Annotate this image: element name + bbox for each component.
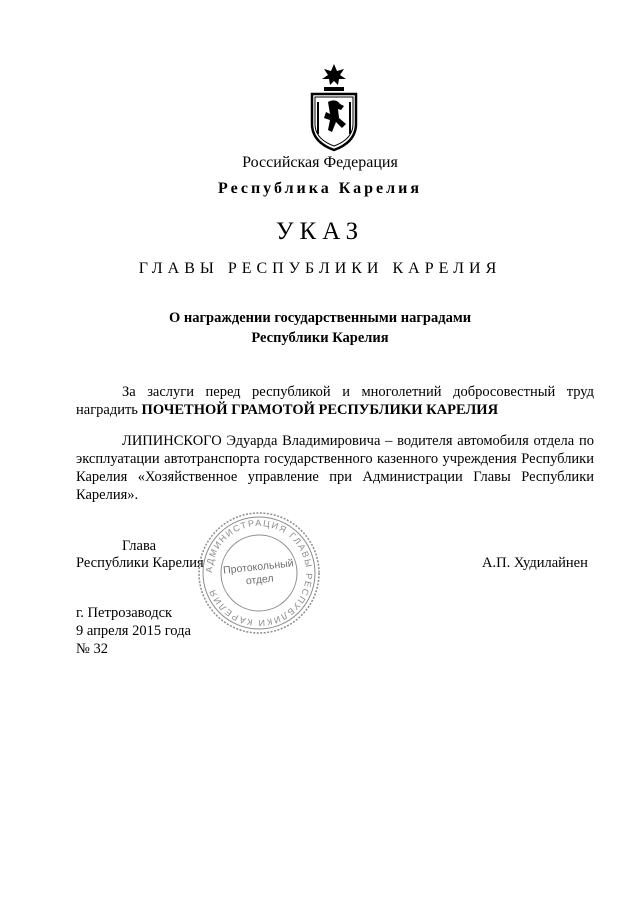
karelia-coat-of-arms-icon [306,62,362,152]
document-footer [76,604,191,658]
stamp-center-line-1: Протокольный [222,557,295,577]
issuer-title: ГЛАВЫ РЕСПУБЛИКИ КАРЕЛИЯ [138,260,502,277]
document-number: № 32 [76,641,108,657]
issue-city: г. Петрозаводск [76,605,173,621]
subject-line-1: О награждении государственными наградами [168,310,472,326]
signatory-title-line-2: Республики Карелия [76,555,204,571]
award-paragraph [76,383,594,419]
award-name: ПОЧЕТНОЙ ГРАМОТОЙ РЕСПУБЛИКИ КАРЕЛИЯ [141,402,499,418]
republic-name: Республика Карелия [218,180,422,197]
signatory-name: А.П. Худилайнен [482,555,588,571]
country-name: Российская Федерация [242,154,398,171]
issue-date: 9 апреля 2015 года [76,623,191,639]
stamp-center-line-2: отдел [245,572,275,588]
document-subject [0,308,640,348]
subject-line-2: Республики Карелия [251,330,389,346]
signatory-title-line-1: Глава [122,538,157,554]
recipient-paragraph: ЛИПИНСКОГО Эдуарда Владимировича – водителя автомобиля отдела по эксплуатации автотранспорта государственного казенного учреждения Республики Карелия «Хозяйственное управление при Администрации Главы Республики Карелия». [76,433,594,503]
official-stamp [196,510,322,636]
stamp-ring-text: АДМИНИСТРАЦИЯ ГЛАВЫ РЕСПУБЛИКИ КАРЕЛИЯ [203,517,315,629]
award-paragraph-text: За заслуги перед республикой и многолетний добросовестный труд наградить [76,384,594,418]
document-type-title: УКАЗ [275,218,365,245]
